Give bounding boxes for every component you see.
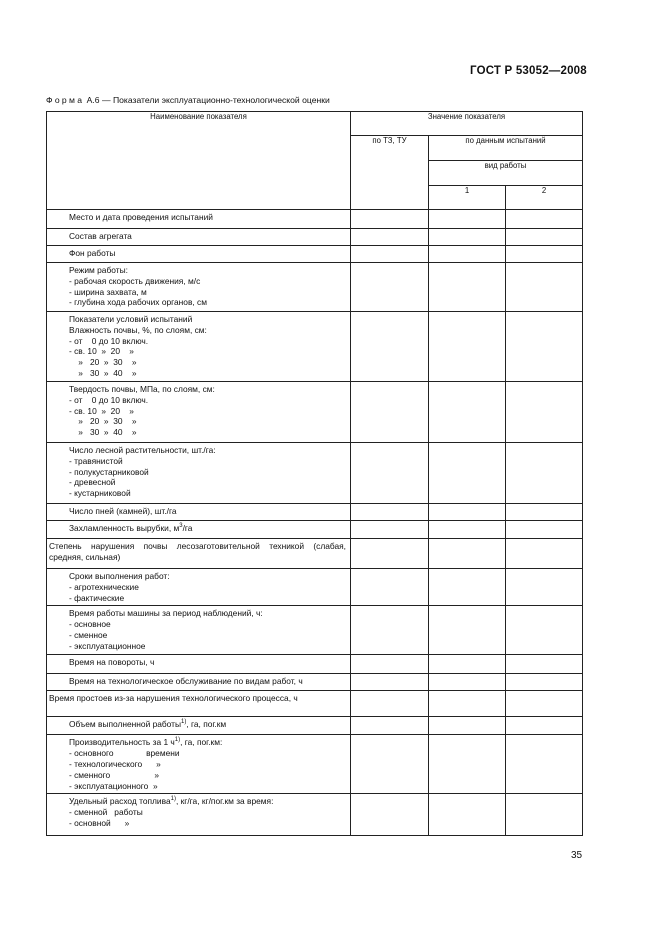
indicator-line: » 20 » 30 » <box>69 357 137 368</box>
value-col1-cell <box>429 539 506 569</box>
value-col2-cell <box>506 717 583 735</box>
value-col2-cell <box>506 246 583 263</box>
superscript: 3 <box>179 523 183 530</box>
indicator-line: Показатели условий испытаний <box>69 314 193 324</box>
value-col2-cell <box>506 539 583 569</box>
value-col2-cell <box>506 794 583 836</box>
value-spec-cell <box>351 521 429 539</box>
value-col1-cell <box>429 443 506 504</box>
indicator-line: - основное <box>69 619 111 630</box>
indicator-name-cell <box>47 735 351 794</box>
indicator-line: Производительность за 1 ч <box>69 737 175 748</box>
indicator-name-cell <box>47 210 351 229</box>
indicator-name-cell <box>47 229 351 246</box>
value-col1-cell <box>429 655 506 674</box>
superscript: 1) <box>174 737 181 744</box>
indicator-text: Время простоев из-за нарушения технологического процесса, ч <box>49 693 298 704</box>
table-row <box>47 263 583 312</box>
table-row <box>47 521 583 539</box>
value-spec-cell <box>351 312 429 382</box>
value-col1-cell <box>429 246 506 263</box>
indicator-line: - основной » <box>69 817 130 828</box>
indicator-line: - эксплуатационное <box>69 640 146 651</box>
table-row <box>47 382 583 443</box>
header-col-2: 2 <box>506 186 583 210</box>
value-col2-cell <box>506 312 583 382</box>
indicator-name-cell <box>47 504 351 521</box>
indicator-line: » 20 » 30 » <box>69 416 137 427</box>
indicator-line: Захламленность вырубки, м <box>69 523 180 533</box>
value-spec-cell <box>351 674 429 691</box>
indicator-unit: , кг/га, кг/пог.км за время: <box>175 796 274 807</box>
indicator-line: Сроки выполнения работ: <box>69 571 170 581</box>
indicator-line: Место и дата проведения испытаний <box>69 212 213 222</box>
indicator-line: » 30 » 40 » <box>69 367 137 378</box>
indicator-line: - агротехнические <box>69 581 139 592</box>
value-spec-cell <box>351 229 429 246</box>
table-row <box>47 312 583 382</box>
header-indicator-name: Наименование показателя <box>47 112 351 210</box>
value-spec-cell <box>351 210 429 229</box>
value-col1-cell <box>429 606 506 655</box>
value-spec-cell <box>351 655 429 674</box>
value-spec-cell <box>351 443 429 504</box>
value-spec-cell <box>351 717 429 735</box>
value-col2-cell <box>506 229 583 246</box>
indicator-name-cell <box>47 794 351 836</box>
indicator-name-cell <box>47 655 351 674</box>
indicator-line: - рабочая скорость движения, м/с <box>69 275 201 286</box>
indicator-line: » 30 » 40 » <box>69 427 137 438</box>
table-row <box>47 606 583 655</box>
indicator-name-cell <box>47 382 351 443</box>
indicator-line: Время на технологическое обслуживание по видам работ, ч <box>69 676 303 687</box>
indicator-line: - кустарниковой <box>69 488 131 499</box>
table-row <box>47 246 583 263</box>
table-row <box>47 504 583 521</box>
form-title: А.6 — Показатели эксплуатационно-технологической оценки <box>86 95 330 105</box>
value-col1-cell <box>429 229 506 246</box>
indicator-name-cell <box>47 674 351 691</box>
value-spec-cell <box>351 382 429 443</box>
indicator-line: - от 0 до 10 включ. <box>69 394 149 405</box>
value-spec-cell <box>351 504 429 521</box>
indicator-line: - сменное <box>69 629 108 640</box>
indicator-line: - св. 10 » 20 » <box>69 346 134 357</box>
indicator-line: Число пней (камней), шт./га <box>69 506 177 516</box>
indicator-line: - ширина захвата, м <box>69 286 147 297</box>
indicator-name-cell <box>47 263 351 312</box>
value-col2-cell <box>506 263 583 312</box>
value-col1-cell <box>429 569 506 606</box>
table-row <box>47 539 583 569</box>
value-spec-cell <box>351 735 429 794</box>
table-row <box>47 735 583 794</box>
value-col2-cell <box>506 210 583 229</box>
value-spec-cell <box>351 539 429 569</box>
value-spec-cell <box>351 794 429 836</box>
indicator-text: Степень нарушения почвы лесозаготовительной техникой (слабая, средняя, сильная) <box>49 541 346 562</box>
indicator-line: - глубина хода рабочих органов, см <box>69 297 207 308</box>
indicator-name-cell <box>47 717 351 735</box>
indicator-name-cell <box>47 606 351 655</box>
value-col2-cell <box>506 504 583 521</box>
value-col1-cell <box>429 735 506 794</box>
indicator-line: Время на повороты, ч <box>69 657 155 668</box>
indicator-line: Влажность почвы, %, по слоям, см: <box>69 324 207 335</box>
indicator-name-cell <box>47 521 351 539</box>
indicator-name-cell <box>47 443 351 504</box>
indicator-line: - сменного » <box>69 769 160 780</box>
value-col2-cell <box>506 735 583 794</box>
indicator-name-cell <box>47 569 351 606</box>
indicator-line: - фактические <box>69 592 125 603</box>
value-col1-cell <box>429 674 506 691</box>
value-col2-cell <box>506 606 583 655</box>
table-row <box>47 229 583 246</box>
value-col2-cell <box>506 521 583 539</box>
indicator-line: Твердость почвы, МПа, по слоям, см: <box>69 384 215 394</box>
value-spec-cell <box>351 691 429 717</box>
value-col2-cell <box>506 655 583 674</box>
indicator-line: Фон работы <box>69 248 116 258</box>
header-col-1: 1 <box>429 186 506 210</box>
header-value-group: Значение показателя <box>351 112 583 136</box>
table-row <box>47 210 583 229</box>
indicator-line: - эксплуатационного » <box>69 780 158 791</box>
superscript: 1) <box>181 719 187 726</box>
page-number: 35 <box>571 850 583 861</box>
indicator-name-cell <box>47 312 351 382</box>
header-work-type: вид работы <box>429 161 583 186</box>
indicator-line: - полукустарниковой <box>69 466 149 477</box>
indicator-line: - сменной работы <box>69 807 143 818</box>
value-col1-cell <box>429 717 506 735</box>
indicator-line: - основного времени <box>69 748 180 759</box>
value-col2-cell <box>506 382 583 443</box>
indicator-line: Объем выполненной работы <box>69 719 182 730</box>
value-col2-cell <box>506 691 583 717</box>
value-col1-cell <box>429 521 506 539</box>
header-by-spec: по ТЗ, ТУ <box>351 136 429 210</box>
indicators-table <box>46 111 583 836</box>
indicator-line: Режим работы: <box>69 265 128 275</box>
value-col1-cell <box>429 382 506 443</box>
indicator-line: - древесной <box>69 477 116 488</box>
value-spec-cell <box>351 263 429 312</box>
value-col2-cell <box>506 674 583 691</box>
superscript: 1) <box>170 796 176 803</box>
value-spec-cell <box>351 606 429 655</box>
form-word: Форма <box>46 95 85 105</box>
value-col1-cell <box>429 210 506 229</box>
table-row <box>47 691 583 717</box>
header-by-tests: по данным испытаний <box>429 136 583 161</box>
value-col1-cell <box>429 504 506 521</box>
value-col1-cell <box>429 263 506 312</box>
value-spec-cell <box>351 246 429 263</box>
value-col1-cell <box>429 794 506 836</box>
value-spec-cell <box>351 569 429 606</box>
indicator-line: Число лесной растительности, шт./га: <box>69 445 216 455</box>
indicator-name-cell <box>47 539 351 569</box>
document-code: ГОСТ Р 53052—2008 <box>470 65 587 77</box>
table-row <box>47 794 583 836</box>
indicator-line: - технологического » <box>69 758 161 769</box>
table-row <box>47 655 583 674</box>
form-caption <box>46 95 330 105</box>
indicator-unit: , га, пог.км: <box>180 737 223 748</box>
indicator-line: - травянистой <box>69 455 123 466</box>
indicator-line: Удельный расход топлива <box>69 796 171 807</box>
table-row <box>47 569 583 606</box>
value-col2-cell <box>506 443 583 504</box>
table-row <box>47 717 583 735</box>
indicator-unit: /га <box>182 523 193 533</box>
indicator-unit: , га, пог.км <box>186 719 227 730</box>
value-col1-cell <box>429 312 506 382</box>
indicator-name-cell <box>47 246 351 263</box>
indicator-name-cell <box>47 691 351 717</box>
indicator-line: Время работы машины за период наблюдений, ч: <box>69 608 263 619</box>
table-row <box>47 443 583 504</box>
value-col1-cell <box>429 691 506 717</box>
table-row <box>47 674 583 691</box>
indicator-line: - св. 10 » 20 » <box>69 405 134 416</box>
indicator-line: Состав агрегата <box>69 231 132 241</box>
value-col2-cell <box>506 569 583 606</box>
indicator-line: - от 0 до 10 включ. <box>69 335 149 346</box>
